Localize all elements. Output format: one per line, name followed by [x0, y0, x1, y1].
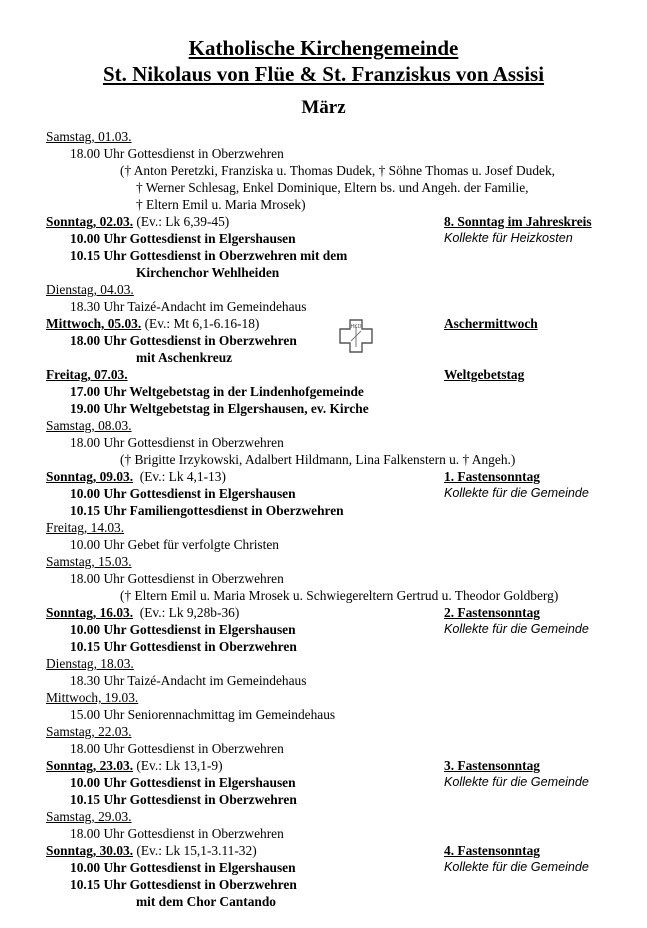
cross-emblem-icon	[338, 318, 374, 354]
collection-note: Kollekte für die Gemeinde	[444, 775, 589, 789]
collection-note: Kollekte für die Gemeinde	[444, 860, 589, 874]
service-entry: 10.00 Uhr Gebet für verfolgte Christen	[70, 537, 279, 552]
day-label: Freitag, 07.03.	[46, 367, 128, 382]
liturgical-day-label: Weltgebetstag	[444, 367, 525, 382]
schedule-line	[0, 332, 647, 349]
schedule-line	[0, 213, 647, 230]
collection-note: Kollekte für Heizkosten	[444, 231, 573, 245]
liturgical-day-label: 1. Fastensonntag	[444, 469, 540, 484]
service-entry: 10.00 Uhr Gottesdienst in Elgershausen	[70, 622, 296, 637]
service-entry: 17.00 Uhr Weltgebetstag in der Lindenhofgemeinde	[70, 384, 364, 399]
service-entry: 18.00 Uhr Gottesdienst in Oberzwehren	[70, 146, 284, 161]
gospel-reference: (Ev.: Lk 9,28b-36)	[133, 605, 240, 620]
schedule-line	[0, 298, 647, 315]
schedule-line	[0, 485, 647, 502]
service-entry-continued: mit Aschenkreuz	[136, 350, 233, 365]
schedule-line	[0, 808, 647, 825]
schedule-line	[0, 587, 647, 604]
schedule-line	[0, 162, 647, 179]
schedule-line	[0, 366, 647, 383]
gospel-reference: (Ev.: Lk 6,39-45)	[133, 214, 230, 229]
schedule-line	[0, 689, 647, 706]
service-entry: 18.00 Uhr Gottesdienst in Oberzwehren	[70, 435, 284, 450]
liturgical-day-label: 2. Fastensonntag	[444, 605, 540, 620]
schedule-line	[0, 638, 647, 655]
schedule-line	[0, 468, 647, 485]
service-entry-continued: mit dem Chor Cantando	[136, 894, 276, 909]
schedule-line	[0, 264, 647, 281]
emblem-label: HKD	[350, 324, 362, 330]
gospel-reference: (Ev.: Lk 4,1-13)	[133, 469, 226, 484]
gospel-reference: (Ev.: Lk 15,1-3.11-32)	[133, 843, 257, 858]
schedule-line	[0, 740, 647, 757]
service-entry: 10.15 Uhr Gottesdienst in Oberzwehren	[70, 792, 297, 807]
day-heading	[46, 757, 223, 774]
day-label: Sonntag, 30.03.	[46, 843, 134, 858]
page-title: Katholische Kirchengemeinde	[188, 36, 459, 60]
liturgical-day-label: 8. Sonntag im Jahreskreis	[444, 214, 592, 229]
service-entry: 10.00 Uhr Gottesdienst in Elgershausen	[70, 231, 296, 246]
schedule-line	[0, 791, 647, 808]
schedule-line	[0, 621, 647, 638]
schedule-line	[0, 723, 647, 740]
schedule-line	[0, 706, 647, 723]
day-label: Mittwoch, 05.03.	[46, 316, 142, 331]
schedule-line	[0, 417, 647, 434]
day-heading	[46, 604, 239, 621]
day-heading: Samstag, 01.03.	[46, 129, 132, 144]
day-label: Sonntag, 09.03.	[46, 469, 134, 484]
gospel-reference: (Ev.: Mt 6,1-6.16-18)	[141, 316, 260, 331]
service-entry: 15.00 Uhr Seniorennachmittag im Gemeindehaus	[70, 707, 336, 722]
schedule-line	[0, 893, 647, 910]
service-entry: 10.00 Uhr Gottesdienst in Elgershausen	[70, 486, 296, 501]
schedule-line	[0, 655, 647, 672]
day-heading	[46, 842, 257, 859]
day-heading	[46, 315, 259, 332]
schedule-line	[0, 315, 647, 332]
intention-text: († Anton Peretzki, Franziska u. Thomas Dudek, † Söhne Thomas u. Josef Dudek,	[120, 163, 556, 178]
schedule-line	[0, 145, 647, 162]
schedule-line	[0, 349, 647, 366]
schedule-line	[0, 842, 647, 859]
service-entry: 10.15 Uhr Gottesdienst in Oberzwehren	[70, 639, 297, 654]
schedule-line	[0, 179, 647, 196]
liturgical-day-label: 4. Fastensonntag	[444, 843, 540, 858]
schedule-line	[0, 230, 647, 247]
day-heading: Freitag, 14.03.	[46, 520, 125, 535]
day-heading: Samstag, 15.03.	[46, 554, 132, 569]
day-heading: Samstag, 29.03.	[46, 809, 132, 824]
schedule-line	[0, 672, 647, 689]
service-entry: 18.00 Uhr Gottesdienst in Oberzwehren	[70, 333, 297, 348]
service-entry: 18.00 Uhr Gottesdienst in Oberzwehren	[70, 826, 284, 841]
schedule-line	[0, 757, 647, 774]
service-entry: 18.00 Uhr Gottesdienst in Oberzwehren	[70, 741, 284, 756]
schedule-line	[0, 519, 647, 536]
schedule-list	[0, 128, 647, 910]
collection-note: Kollekte für die Gemeinde	[444, 622, 589, 636]
schedule-line	[0, 876, 647, 893]
day-label: Sonntag, 16.03.	[46, 605, 134, 620]
schedule-line	[0, 128, 647, 145]
schedule-line	[0, 196, 647, 213]
schedule-line	[0, 536, 647, 553]
schedule-line	[0, 451, 647, 468]
day-heading	[46, 468, 226, 485]
schedule-line	[0, 281, 647, 298]
gospel-reference: (Ev.: Lk 13,1-9)	[133, 758, 223, 773]
day-heading: Mittwoch, 19.03.	[46, 690, 139, 705]
service-entry: 10.00 Uhr Gottesdienst in Elgershausen	[70, 775, 296, 790]
day-heading: Dienstag, 18.03.	[46, 656, 134, 671]
schedule-line	[0, 383, 647, 400]
liturgical-day-label: Aschermittwoch	[444, 316, 538, 331]
service-entry: 18.30 Uhr Taizé-Andacht im Gemeindehaus	[70, 299, 307, 314]
day-heading	[46, 213, 229, 230]
day-label: Sonntag, 02.03.	[46, 214, 134, 229]
service-entry: 10.15 Uhr Familiengottesdienst in Oberzwehren	[70, 503, 344, 518]
service-entry: 10.00 Uhr Gottesdienst in Elgershausen	[70, 860, 296, 875]
service-entry: 10.15 Uhr Gottesdienst in Oberzwehren	[70, 877, 297, 892]
page-subtitle: St. Nikolaus von Flüe & St. Franziskus von Assisi	[102, 62, 545, 86]
collection-note: Kollekte für die Gemeinde	[444, 486, 589, 500]
schedule-line	[0, 859, 647, 876]
day-heading: Dienstag, 04.03.	[46, 282, 134, 297]
intention-text: † Werner Schlesag, Enkel Dominique, Eltern bs. und Angeh. der Familie,	[136, 180, 529, 195]
schedule-line	[0, 774, 647, 791]
schedule-line	[0, 604, 647, 621]
intention-text: († Brigitte Irzykowski, Adalbert Hildmann, Lina Falkenstern u. † Angeh.)	[120, 452, 516, 467]
service-entry: 18.30 Uhr Taizé-Andacht im Gemeindehaus	[70, 673, 307, 688]
intention-text: († Eltern Emil u. Maria Mrosek u. Schwiegereltern Gertrud u. Theodor Goldberg)	[120, 588, 559, 603]
schedule-line	[0, 570, 647, 587]
day-label: Sonntag, 23.03.	[46, 758, 134, 773]
day-heading: Samstag, 08.03.	[46, 418, 132, 433]
service-entry-continued: Kirchenchor Wehlheiden	[136, 265, 280, 280]
intention-text: † Eltern Emil u. Maria Mrosek)	[136, 197, 306, 212]
month-heading: März	[301, 97, 346, 118]
service-entry: 19.00 Uhr Weltgebetstag in Elgershausen, ev. Kirche	[70, 401, 369, 416]
schedule-line	[0, 434, 647, 451]
schedule-line	[0, 400, 647, 417]
service-entry: 18.00 Uhr Gottesdienst in Oberzwehren	[70, 571, 284, 586]
liturgical-day-label: 3. Fastensonntag	[444, 758, 540, 773]
schedule-line	[0, 553, 647, 570]
schedule-line	[0, 825, 647, 842]
schedule-line	[0, 247, 647, 264]
day-heading: Samstag, 22.03.	[46, 724, 132, 739]
schedule-line	[0, 502, 647, 519]
service-entry: 10.15 Uhr Gottesdienst in Oberzwehren mit dem	[70, 248, 348, 263]
day-heading	[46, 366, 128, 383]
